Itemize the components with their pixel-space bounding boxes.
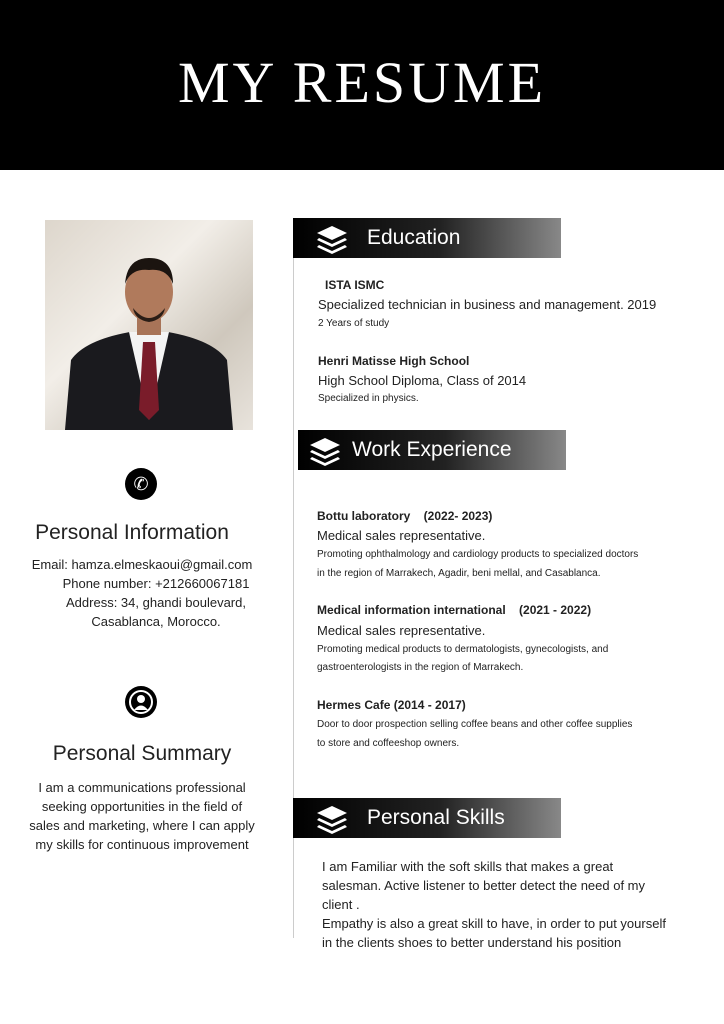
summary-line: I am a communications professional bbox=[38, 780, 246, 795]
job-desc: gastroenterologists in the region of Marrakech. bbox=[317, 662, 524, 673]
job-desc: Promoting ophthalmology and cardiology products to specialized doctors bbox=[317, 549, 639, 560]
job-desc: in the region of Marrakech, Agadir, beni mellal, and Casablanca. bbox=[317, 568, 601, 579]
degree: High School Diploma, Class of 2014 bbox=[318, 373, 527, 388]
company: Medical information international (2021 - 2022) bbox=[317, 603, 592, 617]
profile-photo bbox=[45, 220, 253, 430]
work-header bbox=[298, 430, 566, 470]
summary-line: seeking opportunities in the field of bbox=[41, 799, 243, 814]
layers-icon bbox=[315, 804, 349, 834]
phone-text: Phone number: +212660067181 bbox=[62, 576, 250, 591]
skills-line: Empathy is also a great skill to have, in order to put yourself bbox=[322, 916, 666, 931]
email-text: Email: hamza.elmeskaoui@gmail.com bbox=[31, 557, 253, 572]
skills-line: in the clients shoes to better understand his position bbox=[322, 935, 622, 950]
edu-note: Specialized in physics. bbox=[318, 393, 419, 404]
role: Medical sales representative. bbox=[317, 528, 486, 543]
section-title: Work Experience bbox=[352, 438, 512, 461]
company: Bottu laboratory (2022- 2023) bbox=[317, 509, 493, 523]
job-desc: Door to door prospection selling coffee beans and other coffee supplies bbox=[317, 719, 633, 730]
personal-info-title: Personal Information bbox=[35, 521, 229, 544]
layers-icon bbox=[308, 436, 342, 466]
school-name: ISTA ISMC bbox=[325, 278, 385, 292]
user-icon bbox=[125, 686, 157, 718]
school-name: Henri Matisse High School bbox=[318, 354, 470, 368]
summary-line: sales and marketing, where I can apply bbox=[29, 818, 255, 833]
layers-icon bbox=[315, 224, 349, 254]
education-header bbox=[293, 218, 561, 258]
degree: Specialized technician in business and management. 2019 bbox=[318, 297, 657, 312]
job-desc: Promoting medical products to dermatologists, gynecologists, and bbox=[317, 644, 609, 655]
section-title: Personal Skills bbox=[367, 806, 505, 829]
summary-line: my skills for continuous improvement bbox=[35, 837, 249, 852]
skills-line: I am Familiar with the soft skills that makes a great bbox=[322, 859, 614, 874]
skills-line: salesman. Active listener to better detect the need of my bbox=[322, 878, 646, 893]
skills-header bbox=[293, 798, 561, 838]
job-desc: to store and coffeeshop owners. bbox=[317, 738, 460, 749]
personal-summary-title: Personal Summary bbox=[52, 742, 232, 765]
address-line1: Address: 34, ghandi boulevard, bbox=[66, 595, 246, 610]
phone-icon: ✆ bbox=[125, 468, 157, 500]
header-banner bbox=[0, 0, 724, 170]
company: Hermes Cafe (2014 - 2017) bbox=[317, 698, 466, 712]
skills-line: client . bbox=[322, 897, 360, 912]
edu-note: 2 Years of study bbox=[318, 318, 390, 329]
page-title: MY RESUME bbox=[177, 50, 547, 115]
role: Medical sales representative. bbox=[317, 623, 486, 638]
address-line2: Casablanca, Morocco. bbox=[91, 614, 221, 629]
section-title: Education bbox=[367, 226, 461, 249]
